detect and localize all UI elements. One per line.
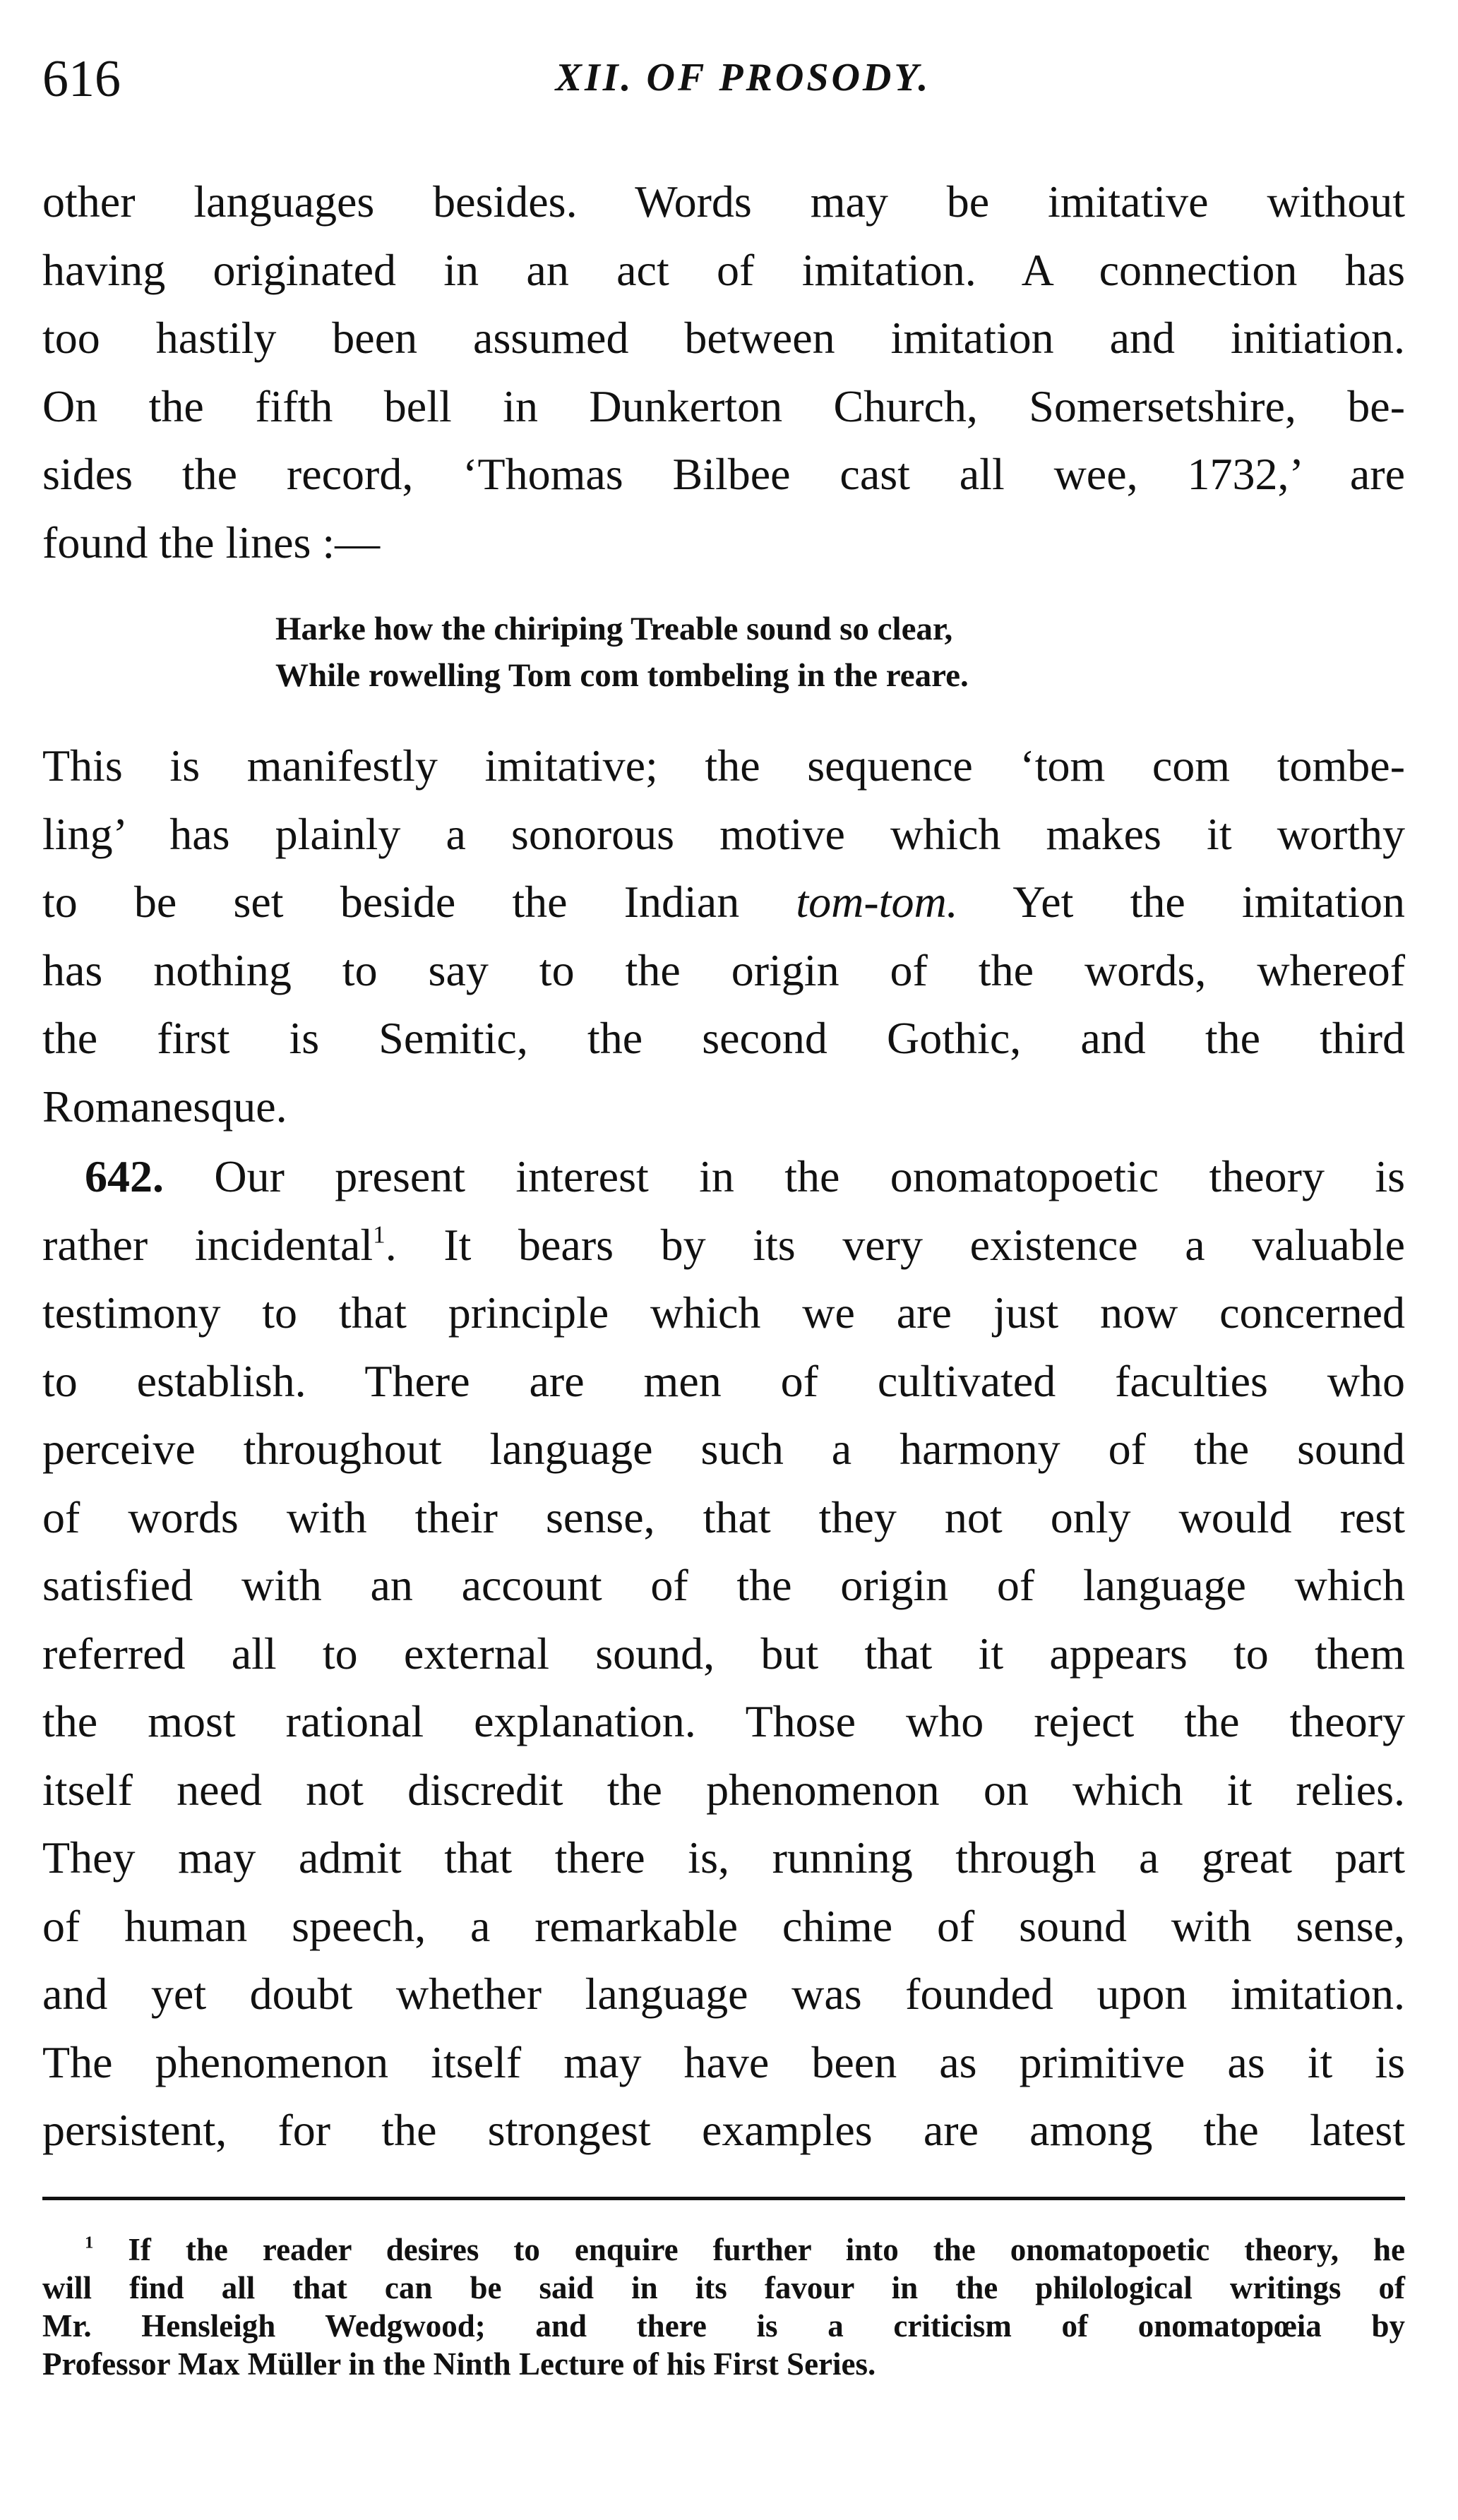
text-segment: If the reader desires to enquire further into the onomatopoetic theory, he — [93, 2232, 1405, 2267]
running-title: XII. OF PROSODY. — [555, 56, 931, 100]
text-segment: to be set beside the Indian — [42, 877, 796, 927]
text-line: This is manifestly imitative; the sequence ‘tom com tombe- — [42, 740, 1405, 791]
text-line: testimony to that principle which we are just now concerned — [42, 1288, 1405, 1338]
text-line: the first is Semitic, the second Gothic, and the third — [42, 1013, 1405, 1063]
text-segment: tom-tom. — [796, 877, 958, 927]
text-line: persistent, for the strongest examples are among the latest — [42, 2105, 1405, 2155]
text-line: referred all to external sound, but that it appears to them — [42, 1628, 1405, 1679]
footnote-rule — [42, 2197, 1405, 2200]
text-line: On the fifth bell in Dunkerton Church, Somersetshire, be- — [42, 380, 1405, 431]
verse-quotation — [275, 606, 1264, 699]
paragraph-1 — [42, 168, 1405, 577]
footnote-marker: 1 — [373, 1220, 386, 1248]
text-segment: . It bears by its very existence a valuable — [385, 1219, 1406, 1270]
text-line: too hastily been assumed between imitation and initiation. — [42, 313, 1405, 363]
section-number: 642. — [85, 1151, 164, 1201]
text-line — [42, 1211, 1405, 1280]
text-line: The phenomenon itself may have been as primitive as it is — [42, 2036, 1405, 2087]
text-segment: Our present interest in the onomatopoetic theory is — [164, 1151, 1405, 1201]
text-line: They may admit that there is, running through a great part — [42, 1832, 1405, 1883]
paragraph-642 — [42, 1143, 1405, 2165]
text-line: the most rational explanation. Those who reject the theory — [42, 1696, 1405, 1746]
page-number: 616 — [42, 50, 121, 108]
text-line: to establish. There are men of cultivated faculties who — [42, 1355, 1405, 1406]
text-line: has nothing to say to the origin of the words, whereof — [42, 944, 1405, 995]
text-line — [42, 1143, 1405, 1211]
text-line: Mr. Hensleigh Wedgwood; and there is a criticism of onomatopœia by — [42, 2308, 1405, 2344]
text-line: of human speech, a remarkable chime of sound with sense, — [42, 1900, 1405, 1951]
text-segment: Yet the imitation — [957, 877, 1405, 927]
text-line — [42, 2231, 1405, 2269]
text-line: Harke how the chiriping Treable sound so clear, — [275, 611, 953, 647]
footnote-marker: 1 — [85, 2233, 94, 2252]
text-segment: rather incidental — [42, 1219, 374, 1270]
text-line: perceive throughout language such a harmony of the sound — [42, 1424, 1405, 1474]
text-line — [42, 868, 1405, 937]
text-line: satisfied with an account of the origin of language which — [42, 1560, 1405, 1610]
text-line: and yet doubt whether language was founded upon imitation. — [42, 1969, 1405, 2019]
text-line: found the lines :— — [42, 517, 381, 568]
text-line: will find all that can be said in its favour in the philological writings of — [42, 2270, 1405, 2305]
text-line: other languages besides. Words may be imitative without — [42, 176, 1405, 227]
text-line: having originated in an act of imitation. A connection has — [42, 244, 1405, 295]
text-line: Romanesque. — [42, 1081, 287, 1132]
text-line: of words with their sense, that they not only would rest — [42, 1492, 1405, 1542]
text-line: itself need not discredit the phenomenon on which it relies. — [42, 1764, 1405, 1815]
footnote — [42, 2231, 1405, 2383]
text-line: While rowelling Tom com tombeling in the reare. — [275, 657, 969, 694]
text-line: Professor Max Müller in the Ninth Lecture of his First Series. — [42, 2346, 876, 2382]
text-line: ling’ has plainly a sonorous motive which makes it worthy — [42, 808, 1405, 859]
paragraph-2 — [42, 732, 1405, 1141]
text-line: sides the record, ‘Thomas Bilbee cast all wee, 1732,’ are — [42, 449, 1405, 499]
